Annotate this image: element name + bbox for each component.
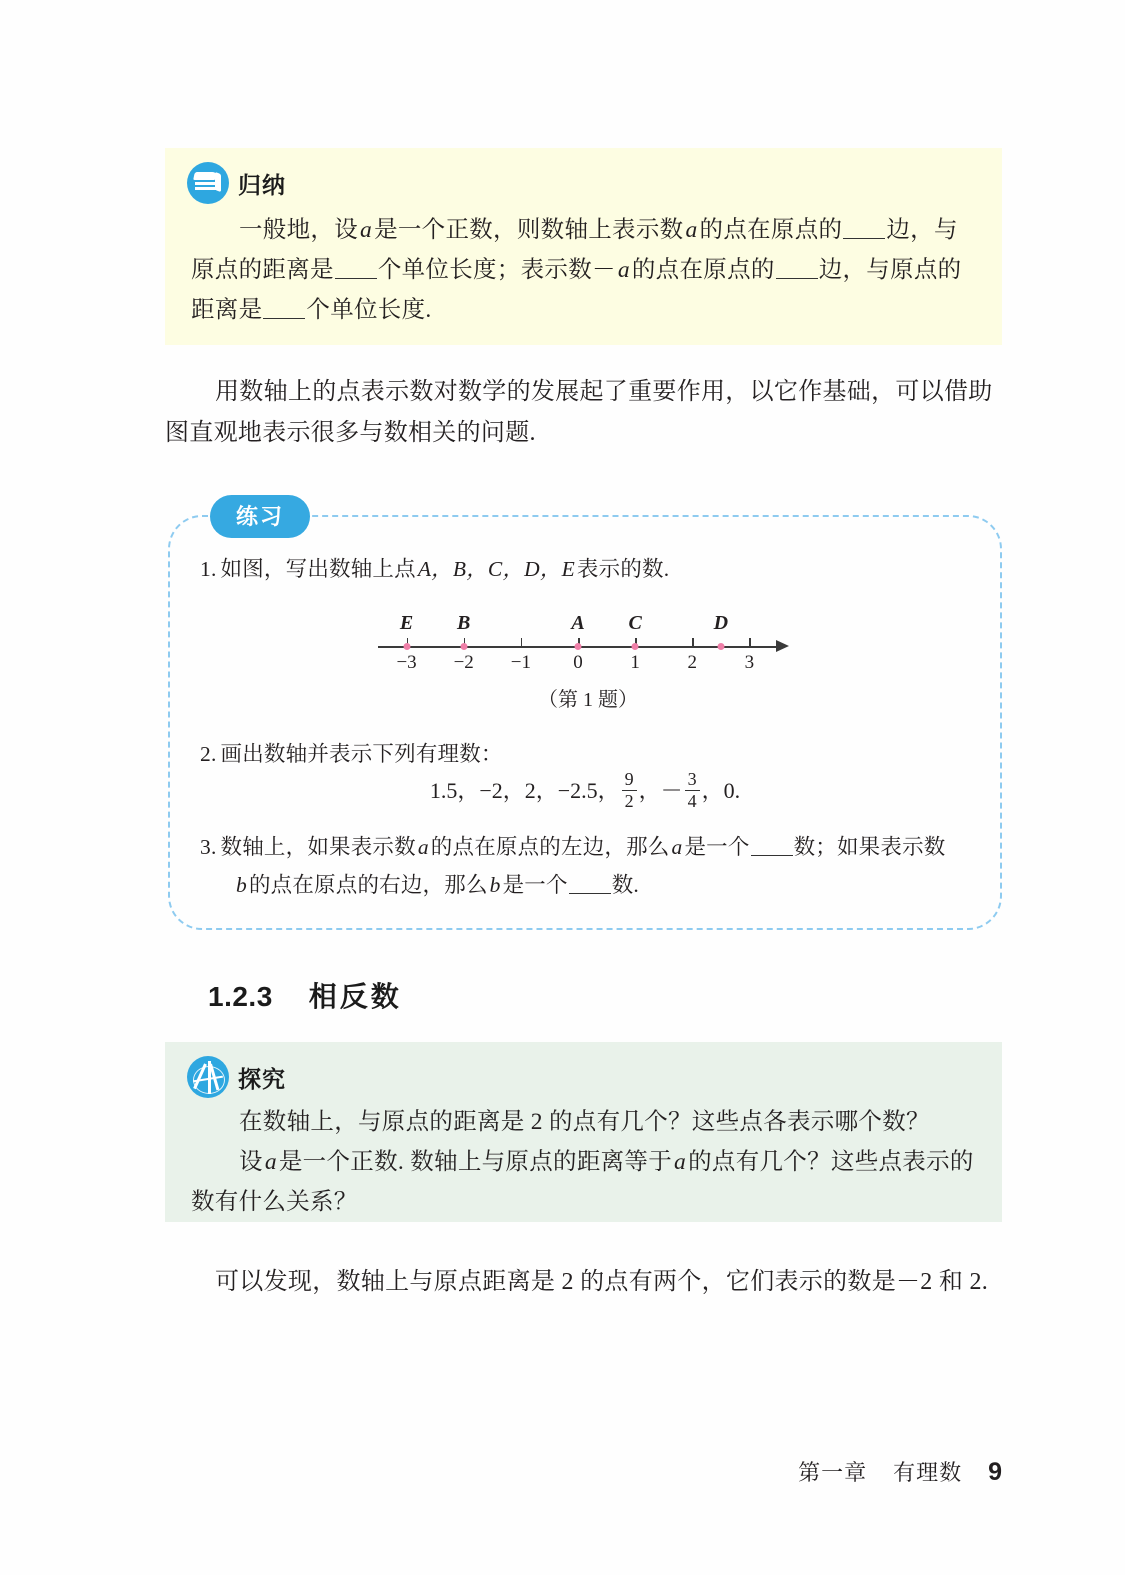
variable-a: a xyxy=(674,1149,687,1175)
explore-text xyxy=(165,1098,1002,1222)
summary-text-2: 是一个正数，则数轴上表示数 xyxy=(374,217,684,243)
fill-in-blank[interactable] xyxy=(843,238,885,239)
explore-callout-box xyxy=(165,1042,1002,1222)
variable-a: a xyxy=(671,835,683,859)
footer-title: 有理数 xyxy=(893,1460,963,1485)
fraction-nine-halves: $\frac{9}{2}$ xyxy=(622,770,637,811)
problem-2-sep: ，－ xyxy=(638,777,683,803)
number-line-point-label-a: A xyxy=(571,612,585,634)
practice-problem-3 xyxy=(200,828,1010,904)
number-line-point-label-c: C xyxy=(628,612,642,634)
body-paragraph xyxy=(165,372,1005,454)
section-number: 1.2.3 xyxy=(208,981,273,1012)
number-line-tick-label: −3 xyxy=(396,652,417,673)
problem-1-text-b: 表示的数. xyxy=(576,557,670,581)
number-line-point-label-d: D xyxy=(713,612,729,634)
summary-text-1: 一般地，设 xyxy=(239,217,358,243)
problem-2-tail: ，0. xyxy=(701,777,741,803)
explore-line-1: 在数轴上，与原点的距离是 2 的点有几个？这些点各表示哪个数？ xyxy=(239,1109,930,1135)
summary-text-7: 边，与原点的距离是 xyxy=(191,257,962,323)
summary-text-5: 个单位长度；表示数－ xyxy=(377,257,616,283)
number-line-tick-label: 0 xyxy=(573,652,583,673)
closing-paragraph-text: 可以发现，数轴上与原点距离是 2 的点有两个，它们表示的数是－2 和 2. xyxy=(215,1269,989,1295)
number-line-point-a xyxy=(575,643,582,650)
number-line-point-c xyxy=(632,643,639,650)
fraction-three-quarters: $\frac{3}{4}$ xyxy=(685,770,700,811)
fill-in-blank[interactable] xyxy=(776,278,818,279)
summary-text xyxy=(165,204,1002,330)
number-line-point-d xyxy=(717,643,724,650)
number-line-tick-label: 1 xyxy=(630,652,640,673)
variable-a: a xyxy=(617,257,630,283)
explore-header xyxy=(165,1042,1002,1098)
problem-3-text-g: 数. xyxy=(611,873,639,897)
summary-text-6: 的点在原点的 xyxy=(631,257,775,283)
problem-number: 1. xyxy=(200,557,217,581)
problem-2-text: 画出数轴并表示下列有理数： xyxy=(220,742,503,766)
number-line-tick xyxy=(521,638,523,647)
summary-text-4: 边，与原点的距离是 xyxy=(191,217,958,283)
problem-3-text-a: 数轴上，如果表示数 xyxy=(220,835,416,859)
fill-in-blank[interactable] xyxy=(569,893,611,894)
explore-title: 探究 xyxy=(238,1065,286,1092)
problem-1-points: A，B，C，D，E xyxy=(417,557,575,581)
number-line-tick xyxy=(749,638,751,647)
fill-in-blank[interactable] xyxy=(335,278,377,279)
closing-paragraph xyxy=(165,1262,1005,1303)
compass-icon xyxy=(187,1056,229,1098)
problem-number: 2. xyxy=(200,742,217,766)
summary-text-8: 个单位长度. xyxy=(306,297,432,323)
problem-3-text-e: 的点在原点的右边，那么 xyxy=(248,873,488,897)
practice-problem-1 xyxy=(200,550,960,588)
book-icon xyxy=(187,162,229,204)
number-line-point-b xyxy=(460,643,467,650)
number-line-tick-label: −1 xyxy=(510,652,531,673)
fill-in-blank[interactable] xyxy=(263,318,305,319)
variable-a: a xyxy=(685,217,698,243)
problem-3-text-b: 的点在原点的左边，那么 xyxy=(430,835,670,859)
problem-3-text-f: 是一个 xyxy=(502,873,568,897)
variable-a: a xyxy=(417,835,429,859)
practice-tab-label: 练习 xyxy=(210,495,310,538)
variable-a: a xyxy=(360,217,373,243)
number-line-tick-label: 3 xyxy=(744,652,755,673)
number-line-point-label-b: B xyxy=(457,612,471,634)
section-title: 相反数 xyxy=(308,981,402,1012)
page-number: 9 xyxy=(988,1458,1003,1486)
number-line-tick xyxy=(692,638,694,647)
explore-line-2-b: 是一个正数. 数轴上与原点的距离等于 xyxy=(278,1149,673,1175)
number-line-tick-label: −2 xyxy=(453,652,474,673)
number-line-arrow-icon xyxy=(776,640,789,652)
summary-callout-box xyxy=(165,148,1002,345)
section-heading xyxy=(208,975,402,1015)
problem-2-values xyxy=(168,770,1002,811)
number-line-point-label-e: E xyxy=(399,612,414,634)
problem-1-text-a: 如图，写出数轴上点 xyxy=(220,557,416,581)
problem-3-text-c: 是一个 xyxy=(684,835,750,859)
practice-problem-2 xyxy=(200,735,960,773)
page-footer xyxy=(798,1456,1003,1487)
explore-line-2-c: 的点有几个？这些点表示的数有什么关系？ xyxy=(191,1149,974,1215)
number-line-tick-label: 2 xyxy=(687,652,698,673)
number-line-point-e xyxy=(403,643,410,650)
problem-number: 3. xyxy=(200,835,217,859)
figure-caption: （第 1 题） xyxy=(538,689,638,711)
summary-text-3: 的点在原点的 xyxy=(699,217,843,243)
variable-a: a xyxy=(264,1149,277,1175)
summary-title: 归纳 xyxy=(238,171,286,198)
body-paragraph-text: 用数轴上的点表示数对数学的发展起了重要作用，以它作基础，可以借助图直观地表示很多与数相关的问题. xyxy=(165,379,993,446)
fill-in-blank[interactable] xyxy=(751,855,793,856)
problem-3-text-d: 数；如果表示数 xyxy=(793,835,946,859)
number-line-figure xyxy=(378,612,798,673)
problem-2-values-lead: 1.5，−2，2，−2.5， xyxy=(429,777,620,803)
variable-b: b xyxy=(236,873,247,897)
explore-line-2-a: 设 xyxy=(239,1149,263,1175)
summary-header xyxy=(165,148,1002,204)
footer-chapter: 第一章 xyxy=(798,1460,868,1485)
variable-b: b xyxy=(489,873,501,897)
